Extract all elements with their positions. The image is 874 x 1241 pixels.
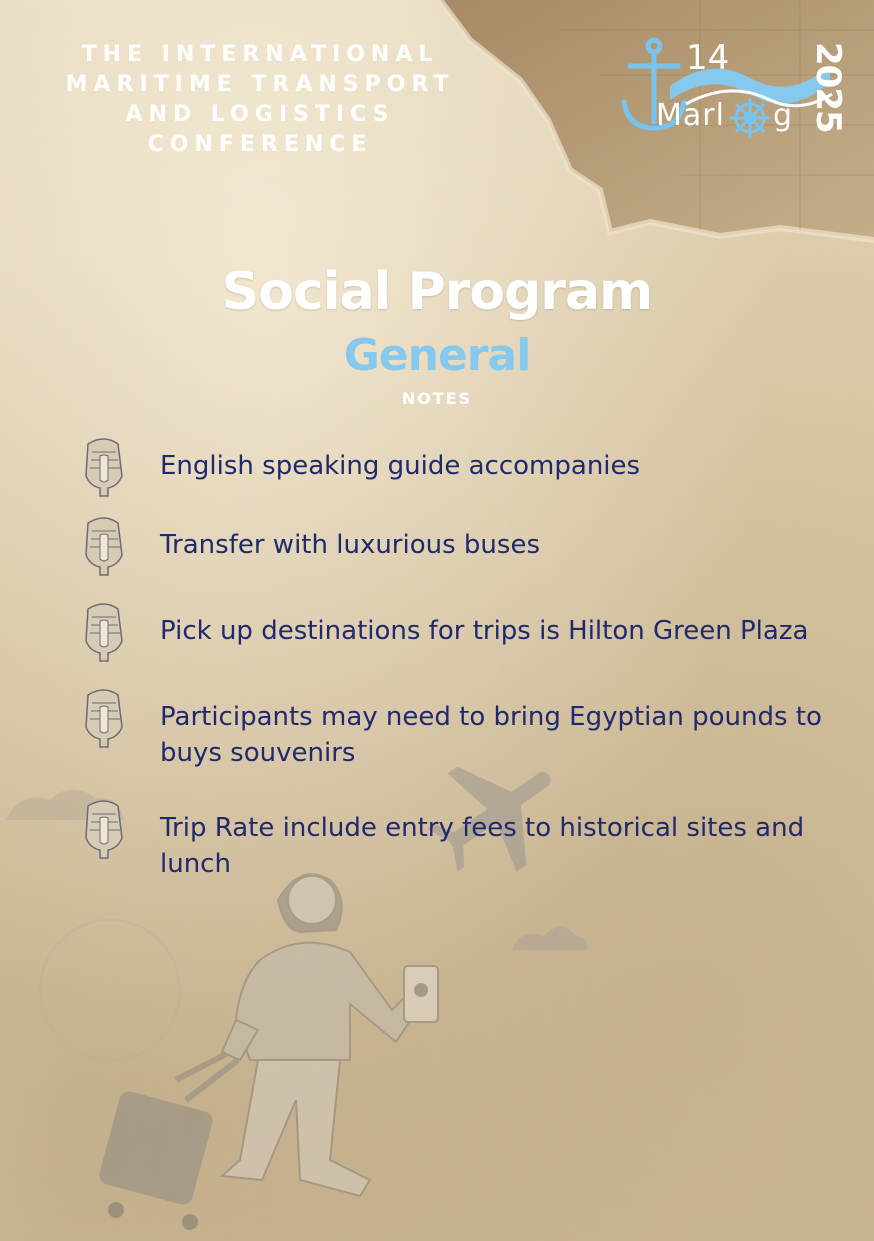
logo-year: 2025 xyxy=(808,42,848,133)
conference-title-line-4: CONFERENCE xyxy=(147,132,373,157)
note-text: Pick up destinations for trips is Hilton Green Plaza xyxy=(160,616,809,646)
pharaoh-head-icon xyxy=(78,436,130,498)
cloud-icon xyxy=(512,927,587,950)
pharaoh-head-icon xyxy=(78,687,130,749)
pharaoh-head-icon xyxy=(78,798,130,860)
note-text: Transfer with luxurious buses xyxy=(160,530,540,560)
page-caption: NOTES xyxy=(401,389,473,408)
logo-name-prefix: Marl xyxy=(656,98,725,133)
note-text: Participants may need to bring Egyptian pounds to buys souvenirs xyxy=(160,702,822,768)
note-text: Trip Rate include entry fees to historical sites and lunch xyxy=(160,813,805,879)
page-subtitle: General xyxy=(343,330,531,381)
conference-title-line-2: MARITIME TRANSPORT xyxy=(65,72,455,97)
note-text: English speaking guide accompanies xyxy=(160,451,641,481)
conference-title-line-1: THE INTERNATIONAL xyxy=(81,42,439,67)
suitcase-icon xyxy=(97,1052,238,1230)
person-figure xyxy=(222,874,438,1196)
conference-title-line-3: AND LOGISTICS xyxy=(125,102,395,127)
pharaoh-head-icon xyxy=(78,601,130,663)
page-title: Social Program xyxy=(221,262,653,322)
logo-edition-number: 14 xyxy=(686,38,730,78)
logo-name-suffix: g xyxy=(772,98,793,133)
pharaoh-head-icon xyxy=(78,515,130,577)
